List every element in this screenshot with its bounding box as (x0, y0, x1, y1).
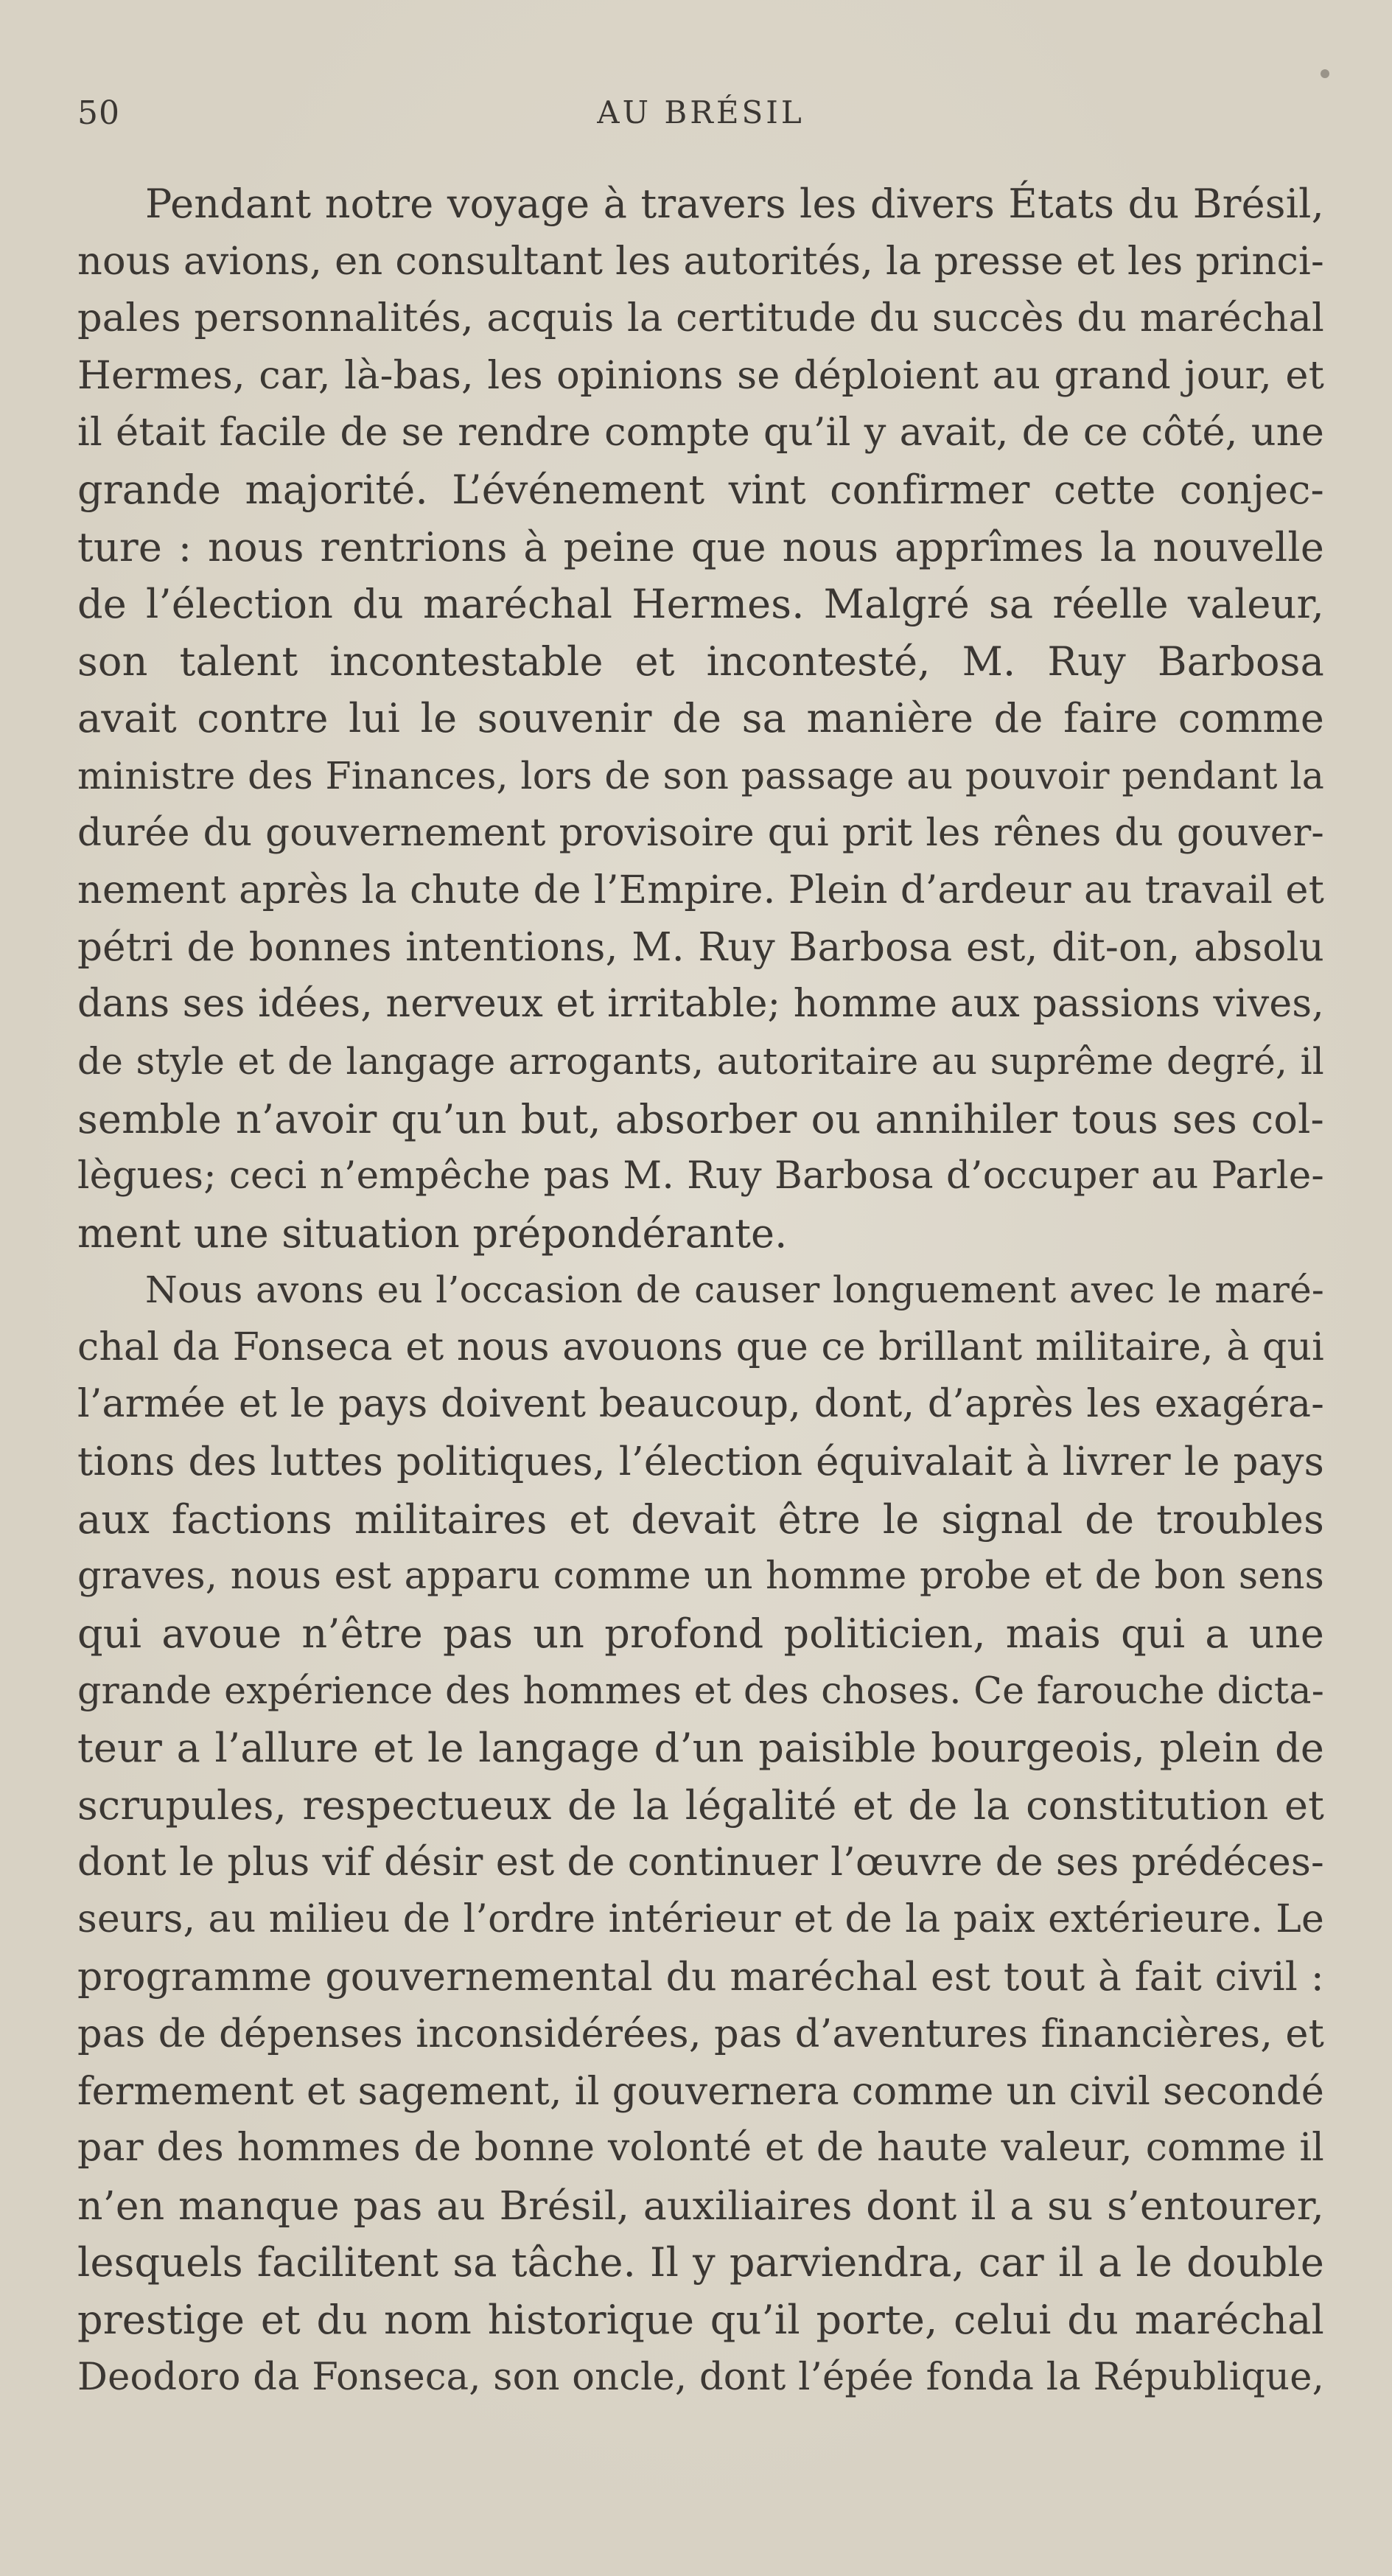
paragraph-line: nement après la chute de l’Empire. Plein d’ardeur au travail et (77, 868, 1324, 913)
paragraph-line: son talent incontestable et incontesté, M. Ruy Barbosa (77, 638, 1324, 685)
paragraph-line: chal da Fonseca et nous avouons que ce brillant militaire, à qui (77, 1324, 1324, 1369)
paragraph-line: Pendant notre voyage à travers les divers États du Brésil, (145, 181, 1324, 227)
paragraph-line: scrupules, respectueux de la légalité et de la constitution et (77, 1781, 1324, 1829)
paragraph-line: aux factions militaires et devait être le signal de troubles (77, 1495, 1324, 1543)
paragraph-line: seurs, au milieu de l’ordre intérieur et de la paix extérieure. Le (77, 1896, 1324, 1941)
paragraph-line: fermement et sagement, il gouvernera comme un civil secondé (77, 2068, 1324, 2114)
paragraph-line: lègues; ceci n’empêche pas M. Ruy Barbosa d’occuper au Parle- (77, 1153, 1324, 1198)
paragraph-line: programme gouvernemental du maréchal est tout à fait civil : (77, 1953, 1324, 2000)
paragraph-line: ministre des Finances, lors de son passage au pouvoir pendant la (77, 753, 1324, 797)
body-text (77, 175, 1324, 2406)
paragraph-line: lesquels facilitent sa tâche. Il y parviendra, car il a le double (77, 2239, 1324, 2286)
paragraph-line: dans ses idées, nerveux et irritable; homme aux passions vives, (77, 982, 1324, 1027)
paragraph-line: il était facile de se rendre compte qu’il y avait, de ce côté, une (77, 410, 1324, 455)
paragraph-line: avait contre lui le souvenir de sa manière de faire comme (77, 695, 1324, 742)
paragraph-line: prestige et du nom historique qu’il porte, celui du maréchal (77, 2296, 1324, 2343)
paragraph-line: n’en manque pas au Brésil, auxiliaires dont il a su s’entourer, (77, 2182, 1324, 2229)
paragraph-line: par des hommes de bonne volonté et de haute valeur, comme il (77, 2126, 1324, 2171)
paragraph-line: dont le plus vif désir est de continuer l’œuvre de ses prédéces- (77, 1840, 1324, 1885)
paragraph-line: de style et de langage arrogants, autoritaire au suprême degré, il (77, 1039, 1324, 1083)
running-head (77, 94, 1324, 139)
paragraph-line: Nous avons eu l’occasion de causer longuement avec le maré- (145, 1268, 1324, 1312)
paragraph-line: grande majorité. L’événement vint confirmer cette conjec- (77, 466, 1324, 513)
ink-speck (1321, 69, 1329, 78)
paragraph-line: Hermes, car, là-bas, les opinions se déploient au grand jour, et (77, 352, 1324, 398)
paragraph-line: qui avoue n’être pas un profond politicien, mais qui a une (77, 1610, 1324, 1657)
paragraph-line: semble n’avoir qu’un but, absorber ou annihiler tous ses col- (77, 1095, 1324, 1142)
paragraph-line: ment une situation prépondérante. (77, 1210, 788, 1257)
paragraph-line: pétri de bonnes intentions, M. Ruy Barbosa est, dit-on, absolu (77, 924, 1324, 970)
paragraph-line: pales personnalités, acquis la certitude du succès du maréchal (77, 296, 1324, 341)
paragraph-line: Deodoro da Fonseca, son oncle, dont l’épée fonda la République, (77, 2355, 1324, 2399)
paragraph-line: nous avions, en consultant les autorités, la presse et les princi- (77, 238, 1324, 284)
paragraph-line: tions des luttes politiques, l’élection équivalait à livrer le pays (77, 1439, 1324, 1485)
page-number: 50 (77, 94, 120, 132)
paragraph-line: teur a l’allure et le langage d’un paisible bourgeois, plein de (77, 1725, 1324, 1772)
paragraph-line: durée du gouvernement provisoire qui prit les rênes du gouver- (77, 810, 1324, 855)
paragraph-line: l’armée et le pays doivent beaucoup, dont, d’après les exagéra- (77, 1382, 1324, 1427)
paragraph-line: grande expérience des hommes et des choses. Ce farouche dicta- (77, 1669, 1324, 1713)
paragraph-line: pas de dépenses inconsidérées, pas d’aventures financières, et (77, 2011, 1324, 2056)
paragraph-line: graves, nous est apparu comme un homme probe et de bon sens (77, 1554, 1324, 1599)
page-header: AU BRÉSIL (597, 94, 805, 130)
paragraph-line: ture : nous rentrions à peine que nous apprîmes la nouvelle (77, 523, 1324, 570)
paragraph-line: de l’élection du maréchal Hermes. Malgré sa réelle valeur, (77, 581, 1324, 628)
